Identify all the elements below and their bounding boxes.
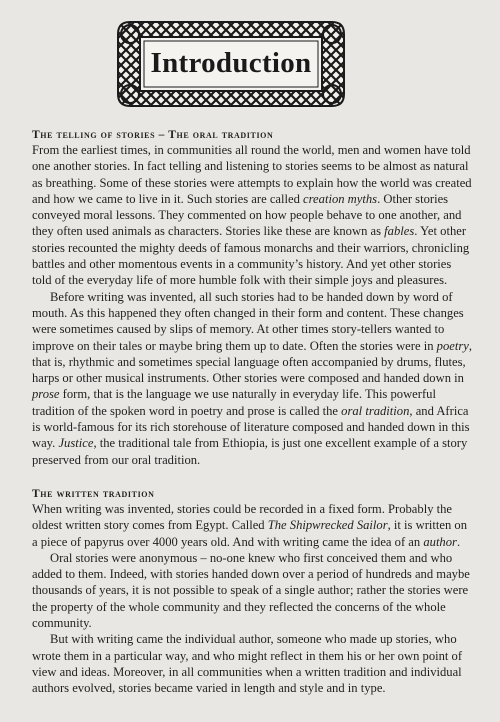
paragraph: Oral stories were anonymous – no-one knew who first conceived them and who added to them. Indeed, with stories handed down over a period of hundreds and maybe thousands of years, it is not possible to speak of a single author; rather the stories were the property of the whole community and they reflected the concerns of the whole community. [32, 550, 470, 631]
paragraph: When writing was invented, stories could be recorded in a fixed form. Probably the oldest written story comes from Egypt. Called The Shipwrecked Sailor, it is written on a piece of papyrus over 4000 years old. And with writing came the idea of an author. [32, 502, 468, 549]
section-heading: The written tradition [32, 488, 155, 500]
section-heading: The telling of stories – The oral tradition [32, 129, 274, 141]
paragraph: From the earliest times, in communities all round the world, men and women have told one another stories. In fact telling and listening to stories seems to be almost as natural as breathing. Some of these stories were attempts to explain how the world was created and how we came to live in it. Such stories are called creation myths. Other stories conveyed moral lessons. They commented on how people behave to one another, and they often used animals as characters. Stories like these are known as fables. Yet other stories recounted the mighty deeds of famous monarchs and their warriors, chronicling battles and other momentous events in a community’s history. And yet other stories told of the everyday life of more humble folk with their simple joys and pleasures. [32, 143, 472, 288]
title-banner [116, 20, 346, 108]
page-title: Introduction [150, 47, 312, 79]
paragraph: But with writing came the individual author, someone who made up stories, who wrote them in a particular way, and who might reflect in them his or her own point of view and ideas. Moreover, in all communities when a written tradition and individual authors evolved, stories became varied in length and style and in type. [32, 632, 463, 696]
section-written-tradition [32, 487, 472, 697]
paragraph: Before writing was invented, all such stories had to be handed down by word of mouth. As this happened they often changed in their form and content. These changes were sometimes caused by slips of memory. At other times story-tellers wanted to improve on their tales or maybe bring them up to date. Often the stories were in poetry, that is, rhythmic and sometimes special language often accompanied by drums, flutes, harps or other musical instruments. Other stories were composed and handed down in prose form, that is the language we use naturally in everyday life. This powerful tradition of the spoken word in poetry and prose is called the oral tradition, and Africa is world-famous for its rich storehouse of literature composed and handed down in this way. Justice, the traditional tale from Ethiopia, is just one excellent example of a story preserved from our oral tradition. [32, 289, 472, 467]
section-oral-tradition [32, 128, 472, 468]
